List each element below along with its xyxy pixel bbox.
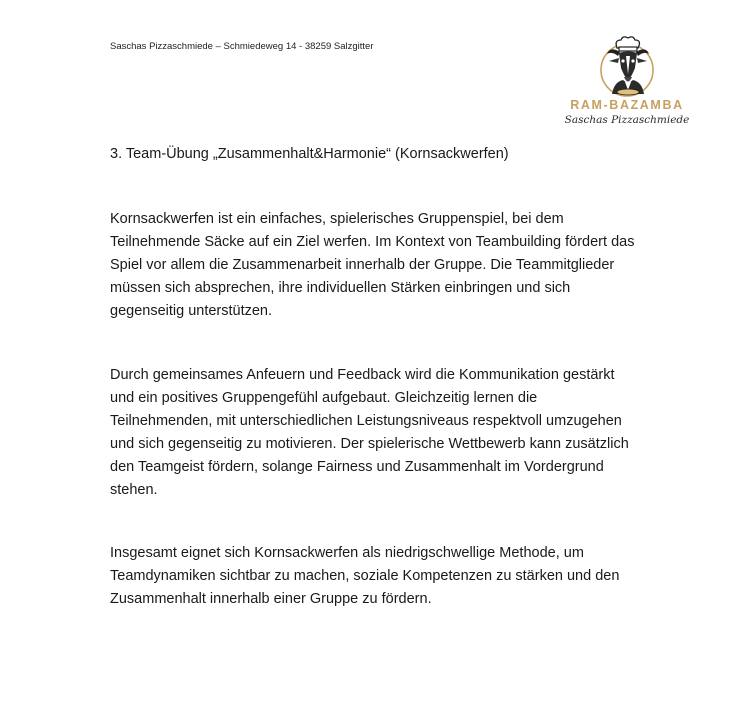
- paragraph: Kornsackwerfen ist ein einfaches, spielerisches Gruppenspiel, bei dem Teilnehmende Säcke auf ein Ziel werfen. Im Kontext von Teambuilding fördert das Spiel vor allem die Zusammenarbeit innerhalb der Gruppe. Die Teammitglieder müssen sich absprechen, ihre individuellen Stärken einbringen und sich gegenseitig unterstützen.: [110, 211, 635, 319]
- goat-chef-icon: [590, 34, 664, 100]
- document-heading: 3. Team-Übung „Zusammenhalt&Harmonie“ (Kornsackwerfen): [110, 146, 509, 162]
- paragraph: Durch gemeinsames Anfeuern und Feedback wird die Kommunikation gestärkt und ein positives Gruppengefühl aufgebaut. Gleichzeitig lernen die Teilnehmenden, mit unterschiedlichen Leistungsniveaus respektvoll umzugehen und sich gegenseitig zu motivieren. Der spielerische Wettbewerb kann zusätzlich den Teamgeist fördern, solange Fairness und Zusammenhalt im Vordergrund stehen.: [110, 367, 629, 498]
- logo-subtitle: Saschas Pizzaschmiede: [564, 114, 690, 126]
- header-address: Saschas Pizzaschmiede – Schmiedeweg 14 - 38259 Salzgitter: [110, 41, 374, 52]
- company-logo: [556, 34, 698, 134]
- logo-name: RAM-BAZAMBA: [570, 98, 684, 112]
- paragraph: Insgesamt eignet sich Kornsackwerfen als niedrigschwellige Methode, um Teamdynamiken sichtbar zu machen, soziale Kompetenzen zu stärken und den Zusammenhalt innerhalb einer Gruppe zu fördern.: [110, 545, 620, 607]
